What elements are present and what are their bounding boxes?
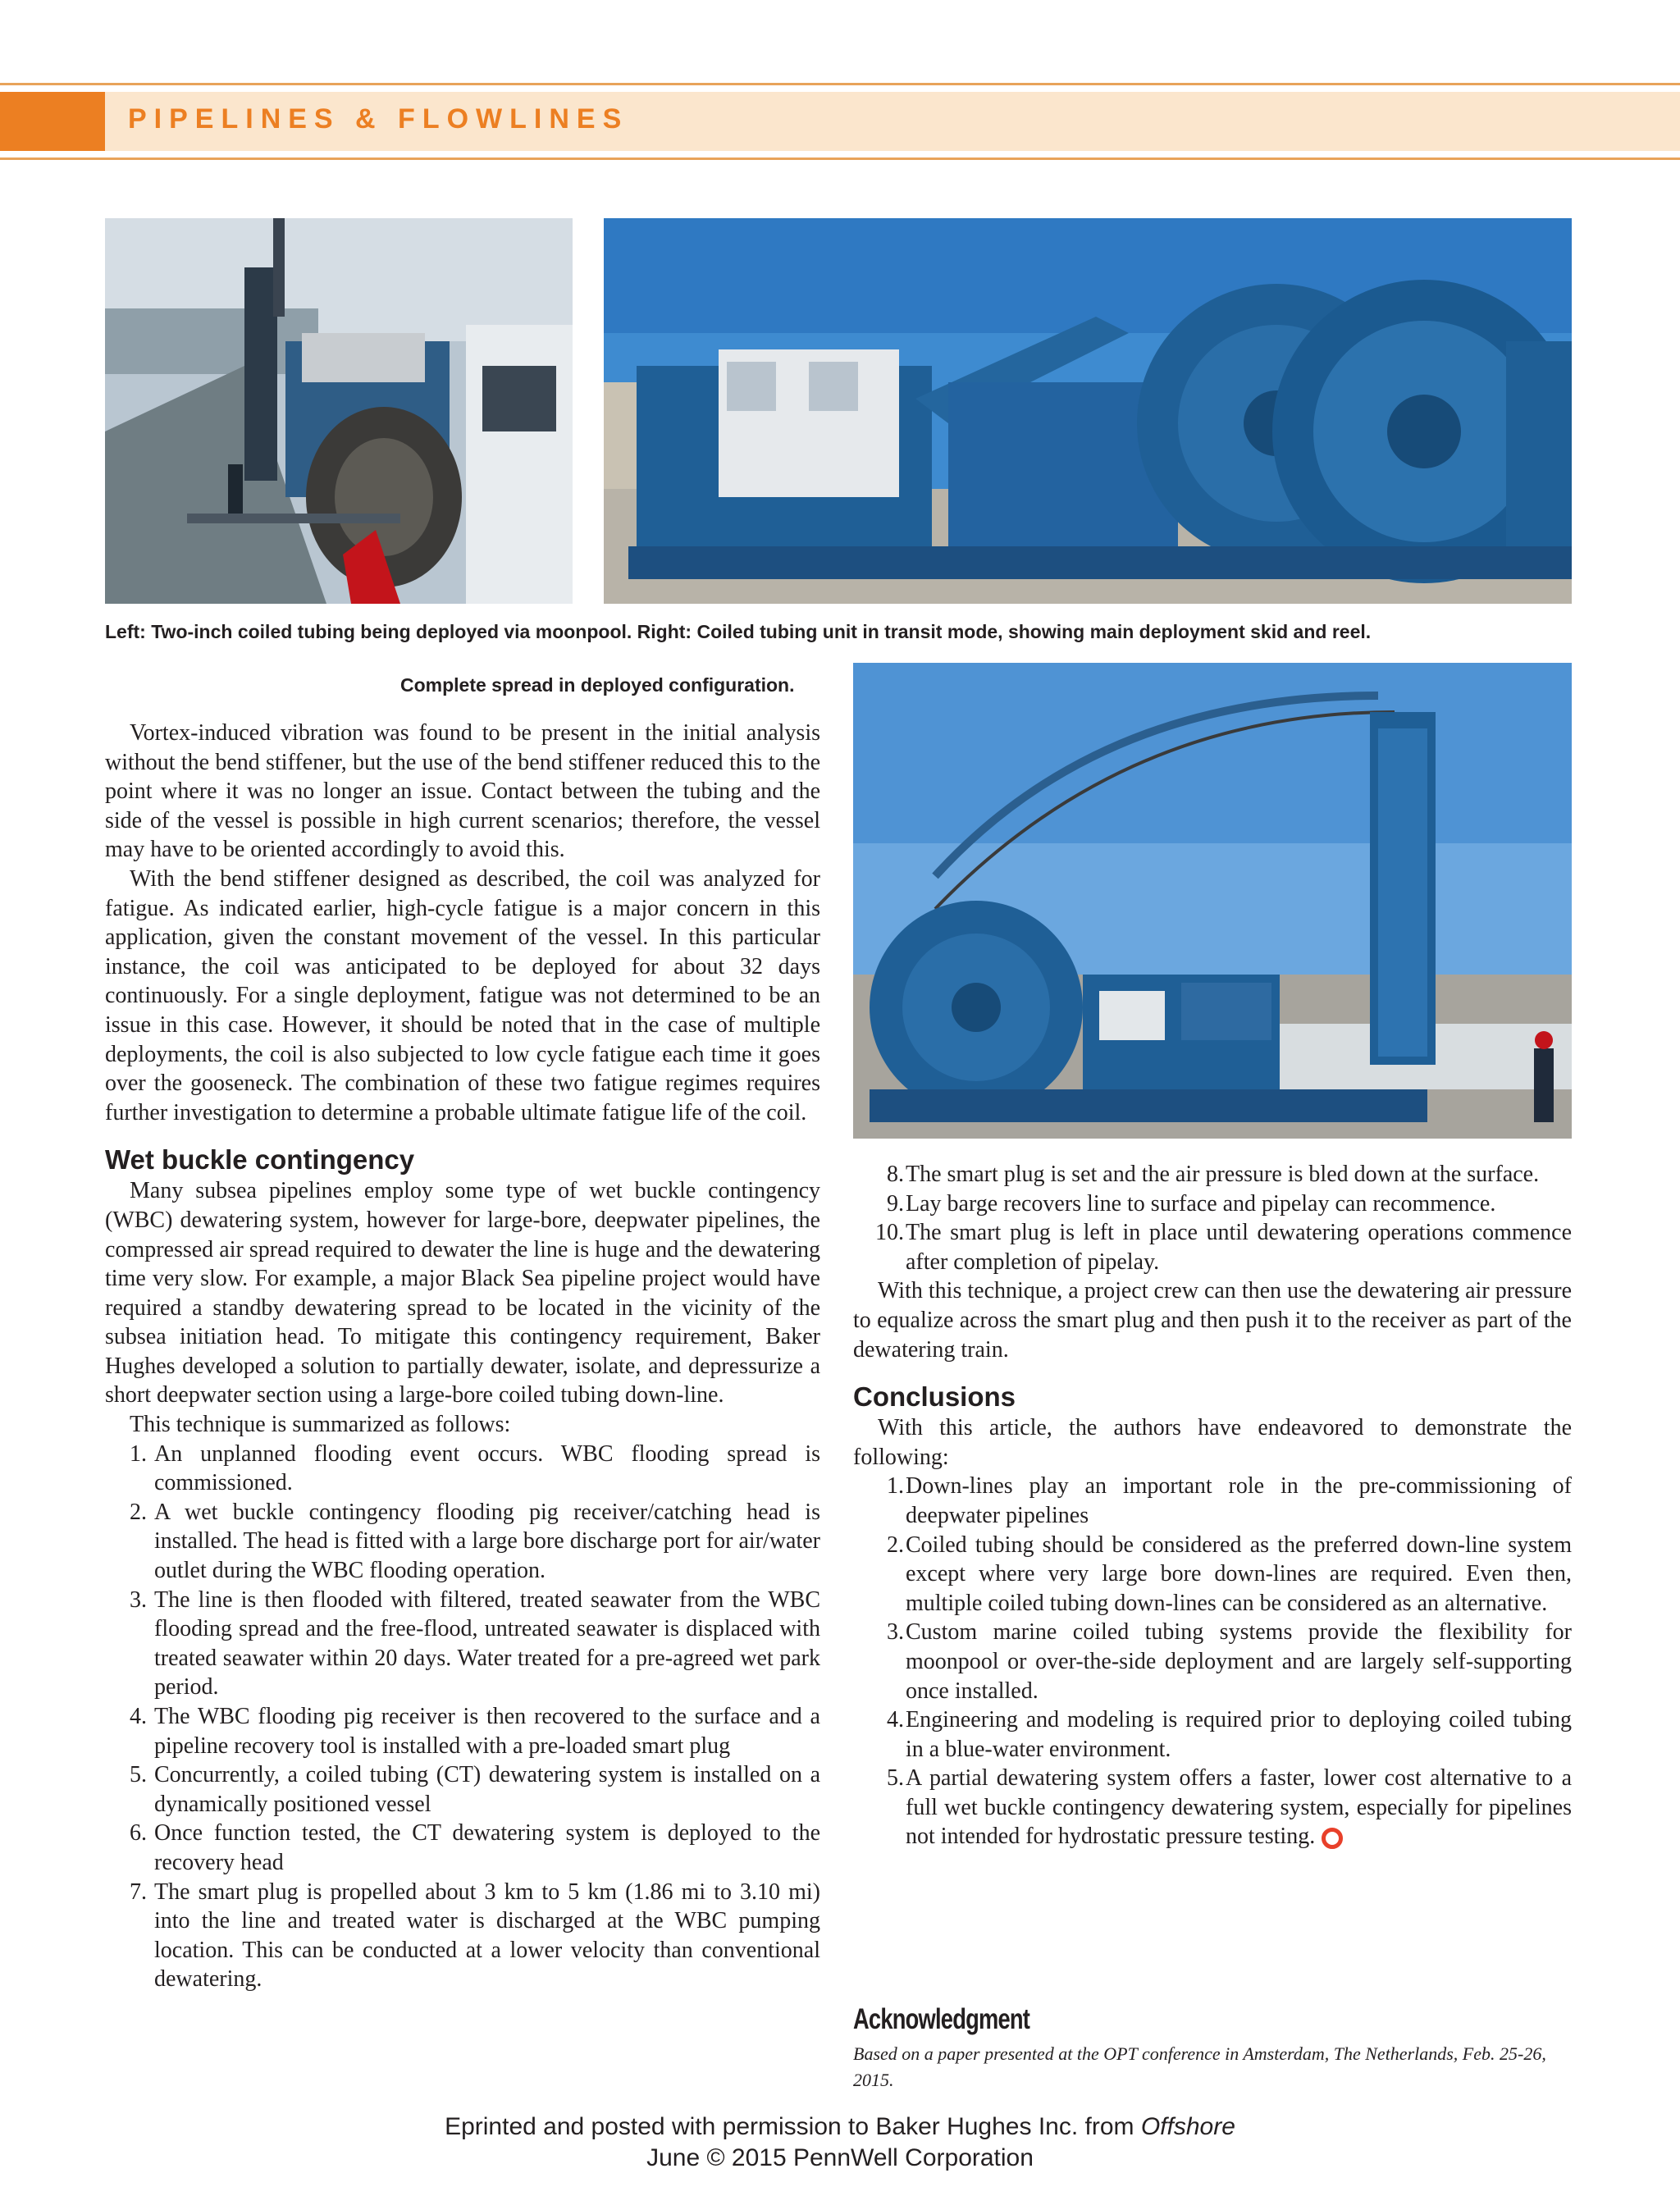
heading-conclusions: Conclusions	[853, 1381, 1016, 1413]
list-item: 2. A wet buckle contingency flooding pig receiver/catching head is installed. The head is fitted with a large bore discharge port for air/water outlet during the WBC flooding operation.	[130, 1499, 820, 1584]
list-item: 2. Coiled tubing should be considered as the preferred down-line system except where very large bore down-lines are required. Even then, multiple coiled tubing down-lines can be considered as an alternative.	[887, 1532, 1572, 1616]
list-item: 5. Concurrently, a coiled tubing (CT) dewatering system is installed on a dynamically positioned vessel	[130, 1762, 820, 1817]
section-header-accent	[0, 92, 105, 151]
conclusions-list	[853, 1472, 1572, 1851]
left-column	[105, 719, 820, 1994]
end-of-article-icon	[1322, 1828, 1343, 1849]
paragraph-vortex: Vortex-induced vibration was found to be present in the initial analysis without the bend stiffener, but the use of the bend stiffener reduced this to the point where it was no longer an issue. Contact between the tubing and the side of the vessel is possible in high current scenarios; therefore, the vessel may have to be oriented accordingly to avoid this.	[105, 720, 820, 863]
heading-wet-buckle: Wet buckle contingency	[105, 1144, 415, 1176]
paragraph-conclusions-intro: With this article, the authors have endeavored to demonstrate the following:	[853, 1415, 1572, 1470]
list-item: 1. An unplanned flooding event occurs. WBC flooding spread is commissioned.	[130, 1440, 820, 1496]
list-item: 10. The smart plug is left in place until dewatering operations commence after completion of pipelay.	[875, 1220, 1572, 1275]
header-rule-bottom	[0, 158, 1680, 160]
list-item: 6. Once function tested, the CT dewatering system is deployed to the recovery head	[130, 1820, 820, 1875]
list-item: 3. Custom marine coiled tubing systems provide the flexibility for moonpool or over-the-side deployment and are largely self-supporting once installed.	[887, 1619, 1572, 1704]
paragraph-technique: With this technique, a project crew can then use the dewatering air pressure to equalize across the smart plug and then push it to the receiver as part of the dewatering train.	[853, 1278, 1572, 1363]
paragraph-summary-intro: This technique is summarized as follows:	[130, 1412, 511, 1438]
paragraph-wbc: Many subsea pipelines employ some type of wet buckle contingency (WBC) dewatering system, however for large-bore, deepwater pipelines, the compressed air spread required to dewater the line is huge and the dewatering time very slow. For example, a major Black Sea pipeline project would have required a standby dewatering spread to be located in the vicinity of the subsea initiation head. To mitigate this contingency requirement, Baker Hughes developed a solution to partially dewater, isolate, and depressurize a short deepwater section using a large-bore coiled tubing down-line.	[105, 1178, 820, 1408]
photo-caption-mid: Complete spread in deployed configuration.	[400, 674, 795, 696]
copyright-line: June © 2015 PennWell Corporation	[646, 2144, 1034, 2171]
list-item: 7. The smart plug is propelled about 3 km to 5 km (1.86 mi to 3.10 mi) into the line and treated water is discharged at the WBC pumping location. This can be conducted at a lower velocity than conventional dewatering.	[130, 1879, 820, 1993]
photo-caption-top: Left: Two-inch coiled tubing being deployed via moonpool. Right: Coiled tubing unit in transit mode, showing main deployment skid and reel.	[105, 621, 1372, 642]
dewatering-steps-list	[105, 1440, 820, 1994]
publication-name: Offshore	[1140, 2113, 1235, 2140]
list-item: 3. The line is then flooded with filtered, treated seawater from the WBC flooding spread and the free-flood, untreated seawater is displaced with treated seawater within 20 days. Water treated for a pre-agreed wet park period.	[130, 1586, 820, 1701]
list-item: 4. The WBC flooding pig receiver is then recovered to the surface and a pipeline recovery tool is installed with a pre-loaded smart plug	[130, 1704, 820, 1759]
photo-ct-unit-transit	[604, 218, 1572, 604]
list-item: 8. The smart plug is set and the air pressure is bled down at the surface.	[887, 1162, 1540, 1187]
list-item: 4. Engineering and modeling is required prior to deploying coiled tubing in a blue-water environment.	[887, 1707, 1572, 1762]
dewatering-steps-list-continued	[853, 1160, 1572, 1276]
reprint-notice: Eprinted and posted with permission to Baker Hughes Inc. from Offshore	[445, 2113, 1235, 2140]
list-item: 5. A partial dewatering system offers a faster, lower cost alternative to a full wet buckle contingency dewatering system, especially for pipelines not intended for hydrostatic pressure testing.	[887, 1765, 1572, 1850]
paragraph-fatigue: With the bend stiffener designed as described, the coil was analyzed for fatigue. As indicated earlier, high-cycle fatigue is a major concern in this application, given the constant movement of the vessel. In this particular instance, the coil was anticipated to be deployed for about 32 days continuously. For a single deployment, fatigue was not determined to be an issue in this case. However, it should be noted that in the case of multiple deployments, the coil is also subjected to low cycle fatigue each time it goes over the gooseneck. The combination of these two fatigue regimes requires further investigation to determine a probable ultimate fatigue life of the coil.	[105, 865, 820, 1125]
photo-complete-spread	[853, 663, 1572, 1139]
acknowledgment-text: Based on a paper presented at the OPT conference in Amsterdam, The Netherlands, Feb. 25-26, 2015.	[853, 2043, 1546, 2090]
header-rule-top	[0, 83, 1680, 85]
section-title: PIPELINES & FLOWLINES	[128, 103, 629, 135]
right-column	[853, 1160, 1572, 1851]
list-item: 1. Down-lines play an important role in the pre-commissioning of deepwater pipelines	[887, 1473, 1572, 1528]
list-item: 9. Lay barge recovers line to surface and pipelay can recommence.	[887, 1190, 1496, 1217]
acknowledgment-heading: Acknowledgment	[853, 2003, 1030, 2035]
photo-moonpool-deployment	[105, 218, 573, 604]
